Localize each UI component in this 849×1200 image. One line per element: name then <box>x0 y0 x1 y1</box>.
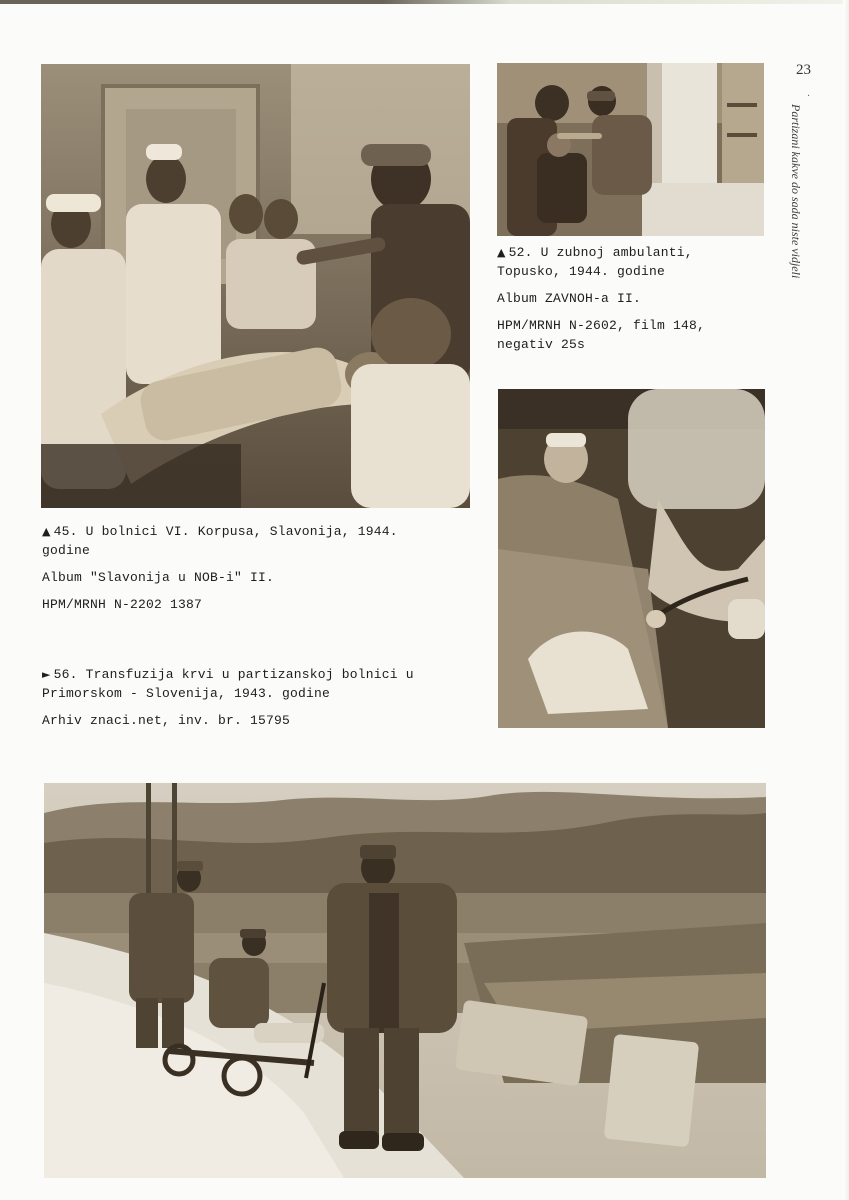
right-triangle-icon: ► <box>42 668 51 681</box>
caption-56 <box>42 665 414 730</box>
caption-45-title: ▲ 45. U bolnici VI. Korpusa, Slavonija, 1944. <box>42 524 398 539</box>
operating-room-image <box>41 64 470 508</box>
caption-52-reference: HPM/MRNH N-2602, film 148, <box>497 318 706 333</box>
caption-45-reference: HPM/MRNH N-2202 1387 <box>42 597 203 612</box>
running-head: Partizani kakve do sada niste vidjeli <box>789 104 803 279</box>
caption-45-album: Album "Slavonija u NOB-i" II. <box>42 570 275 585</box>
scan-edge <box>0 0 849 4</box>
caption-52-title-cont: Topusko, 1944. godine <box>497 264 666 279</box>
caption-52-album: Album ZAVNOH-a II. <box>497 291 642 306</box>
caption-45-title-cont: godine <box>42 543 91 558</box>
page-fold-shadow <box>843 0 849 1200</box>
up-triangle-icon: ▲ <box>497 246 506 259</box>
caption-45 <box>42 522 398 614</box>
up-triangle-icon: ▲ <box>42 525 51 538</box>
caption-56-title-cont: Primorskom - Slovenija, 1943. godine <box>42 686 331 701</box>
caption-52-title: ▲ 52. U zubnoj ambulanti, <box>497 245 693 260</box>
caption-56-archive: Arhiv znaci.net, inv. br. 15795 <box>42 713 291 728</box>
separator-dot: · <box>807 91 811 102</box>
photo-45-operating-room <box>41 64 470 508</box>
caption-56-title: ► 56. Transfuzija krvi u partizanskoj bolnici u <box>42 667 414 682</box>
caption-52 <box>497 243 705 354</box>
photo-wounded-soldier-cart <box>44 783 766 1178</box>
photo-56-blood-transfusion <box>498 389 765 728</box>
wounded-soldier-cart-image <box>44 783 766 1178</box>
blood-transfusion-image <box>498 389 765 728</box>
photo-52-dental-clinic <box>497 63 764 236</box>
dental-clinic-image <box>497 63 764 236</box>
page-number: 23 <box>796 62 811 78</box>
caption-52-reference-cont: negativ 25s <box>497 337 586 352</box>
